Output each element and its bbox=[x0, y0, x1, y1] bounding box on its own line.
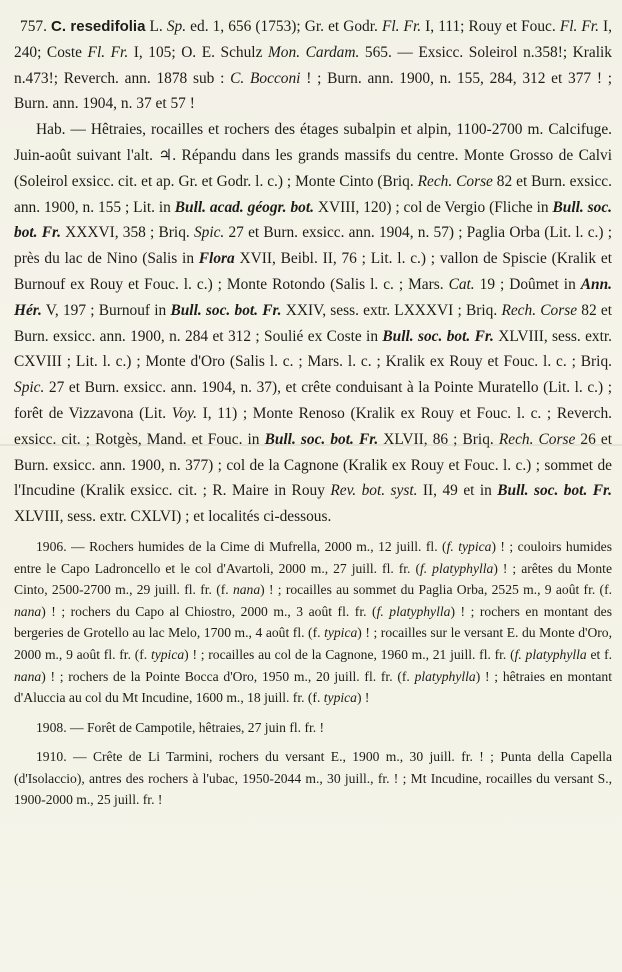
text-run: et f. bbox=[586, 646, 612, 662]
scan-seam bbox=[0, 444, 622, 446]
italic-run: f. platyphylla bbox=[514, 646, 587, 662]
text-run: 82 et Burn. exsicc. ann. 1900, n. 284 et 312 ; Soulié ex Coste in bbox=[14, 301, 612, 345]
text-run: XVIII, 120) ; col de Vergio (Fliche in bbox=[313, 198, 553, 216]
text-run: ) ! ; rocailles sur le versant E. du Monte d'Oro, 2000 m., 9 août fl. fr. (f. bbox=[14, 625, 612, 662]
italic-run: Rech. Corse bbox=[501, 301, 578, 319]
text-run: ) ! ; rochers de la Pointe Bocca d'Oro, 1950 m., 20 juill. fl. fr. (f. bbox=[41, 668, 415, 684]
text-run: ) ! ; hêtraies en montant d'Aluccia au col du Mt Incudine, 1600 m., 18 juill. fr. (f. bbox=[14, 668, 612, 706]
italic-run: typica bbox=[150, 646, 185, 662]
habitat-paragraph bbox=[14, 117, 612, 530]
italic-run: Spic. bbox=[193, 224, 225, 242]
record-year: 1908. bbox=[36, 719, 67, 735]
text-run: 82 et Burn. exsicc. ann. 1900, n. 155 ; Lit. in bbox=[14, 172, 612, 216]
record-text bbox=[14, 539, 612, 705]
italic-run: typica bbox=[323, 690, 357, 706]
text-run: ed. 1, 656 (1753); Gr. et Godr. bbox=[186, 18, 382, 35]
italic-run: f. platyphylla bbox=[420, 560, 494, 576]
italic-run: typica bbox=[324, 625, 358, 641]
italic-run: Bull. soc. bot. Fr. bbox=[14, 198, 613, 242]
italic-run: nana bbox=[14, 668, 42, 684]
italic-run: Bull. soc. bot. Fr. bbox=[382, 327, 494, 345]
italic-run: Mon. Cardam. bbox=[267, 43, 360, 61]
text-run: ) ! bbox=[356, 690, 370, 706]
italic-run: Rech. Corse bbox=[498, 430, 576, 448]
italic-run: f. typica bbox=[446, 538, 492, 554]
text-run: 27 et Burn. exsicc. ann. 1904, n. 37), et crête conduisant à la Pointe Muratello (Lit. l. c.) ; forêt de Vizzavona (Lit. bbox=[14, 379, 612, 422]
italic-run: Rev. bot. syst. bbox=[330, 482, 418, 500]
record-text bbox=[67, 720, 324, 735]
entry-number: 757. bbox=[20, 18, 47, 35]
text-run: L. bbox=[145, 18, 167, 35]
text-run: I, 11) ; Monte Renoso (Kralik ex Rouy et Fouc. l. c. ; Reverch. exsicc. cit. ; Rotgès, Mand. et Fouc. in bbox=[14, 404, 612, 448]
italic-run: Rech. Corse bbox=[417, 172, 493, 190]
species-name: C. resedifolia bbox=[51, 18, 146, 35]
text-run: V, 197 ; Burnouf in bbox=[41, 301, 171, 319]
record-year: 1910. bbox=[36, 749, 67, 765]
text-run: Hab. — Hêtraies, rocailles et rochers des étages subalpin et alpin, 1100-2700 m. Calcifuge. Juin-août suivant l'alt. ♃. Répandu dans les grands massifs du centre. Monte Grosso de Calvi (Soleirol exsicc. cit. et ap. Gr. et Godr. l. c.) ; Monte Cinto (Briq. bbox=[14, 121, 612, 190]
text-run: 27 et Burn. exsicc. ann. 1904, n. 57) ; Paglia Orba (Lit. l. c.) ; près du lac de Nino (Salis in bbox=[14, 224, 612, 268]
text-run: I, 111; Rouy et Fouc. bbox=[421, 18, 560, 35]
text-run: II, 49 et in bbox=[417, 482, 498, 500]
text-run: I, 105; O. E. Schulz bbox=[128, 43, 268, 61]
species-entry bbox=[14, 14, 612, 117]
italic-run: Bull. soc. bot. Fr. bbox=[497, 482, 612, 500]
text-run: XXIV, sess. extr. LXXXVI ; Briq. bbox=[281, 301, 502, 319]
text-run: ! ; Burn. ann. 1900, n. 155, 284, 312 et 377 ! ; Burn. ann. 1904, n. 37 et 57 ! bbox=[14, 69, 613, 113]
italic-run: Spic. bbox=[14, 379, 45, 397]
italic-run: Ann. Hér. bbox=[14, 275, 612, 319]
italic-run: nana bbox=[232, 582, 261, 598]
text-run: ) ! ; rocailles au sommet du Paglia Orba, 2525 m., 9 août fr. (f. bbox=[260, 582, 612, 598]
text-run: XXXVI, 358 ; Briq. bbox=[60, 224, 194, 242]
text-run: 26 et Burn. exsicc. ann. 1900, n. 377) ; col de la Cagnone (Kralik ex Rouy et Fouc. l. c.) ; sommet de l'Incudine (Kralik exsicc. cit. ; R. Maire in Rouy bbox=[14, 430, 612, 500]
record-1906 bbox=[14, 536, 612, 709]
record-text bbox=[14, 749, 612, 807]
text-run: XVII, Beibl. II, 76 ; Lit. l. c.) ; vallon de Spiscie (Kralik et Burnouf ex Rouy et Fouc. l. c.) ; Monte Rotondo (Salis l. c. ; Mars. bbox=[14, 250, 612, 293]
italic-run: Bull. acad. géogr. bot. bbox=[174, 198, 314, 216]
text-run: I, 240; Coste bbox=[14, 18, 612, 61]
italic-run: Sp. bbox=[166, 18, 187, 35]
text-run: ) ! ; arêtes du Monte Cinto, 2500-2700 m., 29 juill. fl. fr. (f. bbox=[14, 560, 612, 598]
italic-run: C. Bocconi bbox=[230, 69, 301, 87]
italic-run: platyphylla bbox=[414, 668, 476, 684]
text-run: XLVII, 86 ; Briq. bbox=[378, 430, 499, 448]
text-run: — Rochers humides de la Cime di Mufrella, 2000 m., 12 juill. fl. ( bbox=[66, 538, 447, 554]
text-run: ) ! ; rochers en montant des bergeries de Grotello au lac Melo, 1700 m., 4 août fl. (f. bbox=[14, 603, 612, 641]
italic-run: Bull. soc. bot. Fr. bbox=[264, 430, 379, 448]
text-run: — Crête de Li Tarmini, rochers du versant E., 1900 m., 30 juill. fr. ! ; Punta della Capella (d'Isolaccio), antres des rochers à l'ubac, 1950-2044 m., 30 juill., fr. ! ; Mt Incudine, rocailles du versant S., 1900-2000 m., 25 juill. fr. ! bbox=[14, 749, 612, 808]
italic-run: f. platyphylla bbox=[376, 603, 451, 619]
italic-run: Fl. Fr. bbox=[381, 18, 422, 35]
italic-run: Cat. bbox=[448, 275, 475, 293]
text-run: ) ! ; rochers du Capo al Chiostro, 2000 m., 3 août fl. fr. ( bbox=[41, 603, 377, 619]
italic-run: Fl. Fr. bbox=[559, 18, 599, 35]
text-run: ) ! ; rocailles au col de la Cagnone, 1960 m., 21 juill. fl. fr. ( bbox=[184, 646, 515, 662]
italic-run: Voy. bbox=[171, 404, 197, 422]
text-run: XLVIII, sess. extr. CXVIII ; Lit. l. c.) ; Monte d'Oro (Salis l. c. ; Mars. l. c. ; Kralik ex Rouy et Fouc. l. c. ; Briq. bbox=[14, 327, 612, 371]
record-year: 1906. bbox=[36, 538, 67, 554]
text-run: 565. — Exsicc. Soleirol n.358!; Kralik n.473!; Reverch. ann. 1878 sub : bbox=[14, 43, 612, 87]
text-run: ) ! ; couloirs humides entre le Capo Ladroncello et le col d'Avartoli, 2000 m., 27 juill. fl. fr. ( bbox=[14, 538, 612, 576]
italic-run: Fl. Fr. bbox=[87, 43, 129, 61]
italic-run: Bull. soc. bot. Fr. bbox=[170, 301, 282, 319]
text-run: — Forêt de Campotile, hêtraies, 27 juin fl. fr. ! bbox=[66, 719, 325, 735]
text-run: 19 ; Doûmet in bbox=[474, 275, 581, 293]
record-1910 bbox=[14, 746, 612, 811]
text-run: XLVIII, sess. extr. CXLVI) ; et localités ci-dessous. bbox=[14, 508, 332, 526]
record-1908 bbox=[14, 717, 612, 739]
italic-run: Flora bbox=[198, 250, 235, 268]
italic-run: nana bbox=[14, 603, 42, 619]
